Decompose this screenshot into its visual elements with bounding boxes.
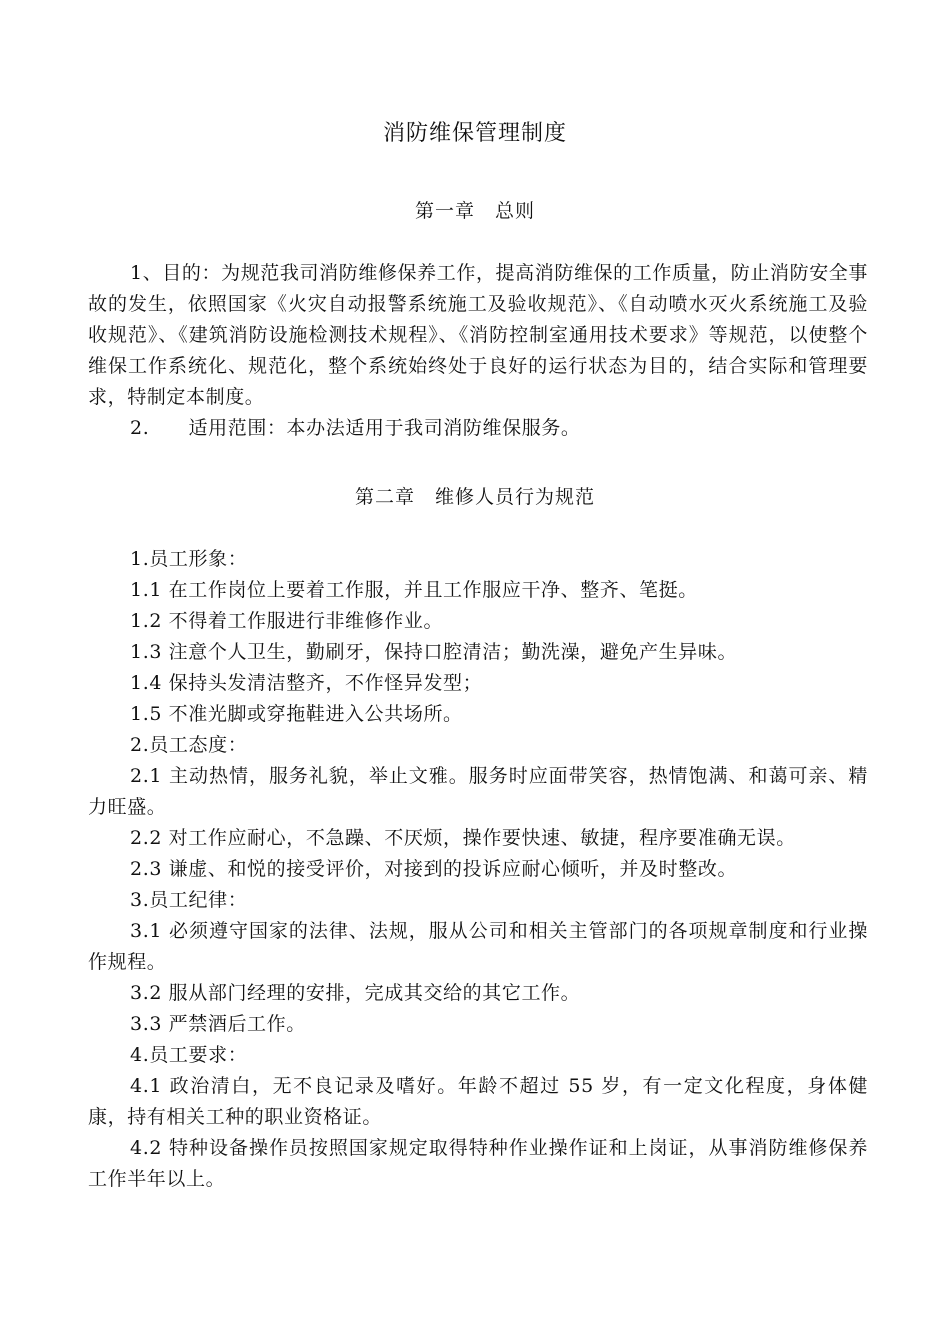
chapter-2-body: [88, 544, 868, 1195]
section-staff-image: 1.员工形象：: [130, 548, 248, 570]
chapter-1-heading: 第一章 总则: [414, 200, 535, 222]
list-item: 2.1 主动热情，服务礼貌，举止文雅。服务时应面带笑容，热情饱满、和蔼可亲、精力旺盛。: [88, 765, 868, 818]
list-item: 1.5 不准光脚或穿拖鞋进入公共场所。: [130, 703, 463, 725]
list-item: 1.3 注意个人卫生，勤刷牙，保持口腔清洁；勤洗澡，避免产生异味。: [130, 641, 738, 663]
section-staff-discipline: 3.员工纪律：: [130, 889, 248, 911]
chapter-2-heading: 第二章 维修人员行为规范: [354, 486, 595, 508]
paragraph-purpose: 1、目的：为规范我司消防维修保养工作，提高消防维保的工作质量，防止消防安全事故的发生，依照国家《火灾自动报警系统施工及验收规范》、《自动喷水灭火系统施工及验收规范》、《建筑消防设施检测技术规程》、《消防控制室通用技术要求》等规范，以使整个维保工作系统化、规范化，整个系统始终处于良好的运行状态为目的，结合实际和管理要求，特制定本制度。: [88, 262, 868, 408]
list-item: 1.2 不得着工作服进行非维修作业。: [130, 610, 444, 632]
list-item: 1.1 在工作岗位上要着工作服，并且工作服应干净、整齐、笔挺。: [130, 579, 698, 601]
list-item: 3.3 严禁酒后工作。: [130, 1013, 306, 1035]
list-item: 1.4 保持头发清洁整齐，不作怪异发型；: [130, 672, 483, 694]
section-staff-attitude: 2.员工态度：: [130, 734, 248, 756]
chapter-1-body: [88, 258, 868, 444]
list-item: 2.3 谦虚、和悦的接受评价，对接到的投诉应耐心倾听，并及时整改。: [130, 858, 738, 880]
paragraph-scope: 2. 适用范围：本办法适用于我司消防维保服务。: [130, 417, 581, 439]
section-staff-requirements: 4.员工要求：: [130, 1044, 248, 1066]
document-title: 消防维保管理制度: [382, 121, 567, 146]
list-item: 3.2 服从部门经理的安排，完成其交给的其它工作。: [130, 982, 581, 1004]
list-item: 2.2 对工作应耐心，不急躁、不厌烦，操作要快速、敏捷，程序要准确无误。: [130, 827, 796, 849]
list-item: 4.1 政治清白，无不良记录及嗜好。年龄不超过 55 岁，有一定文化程度，身体健康，持有相关工种的职业资格证。: [88, 1075, 868, 1128]
list-item: 4.2 特种设备操作员按照国家规定取得特种作业操作证和上岗证，从事消防维修保养工作半年以上。: [88, 1137, 868, 1190]
list-item: 3.1 必须遵守国家的法律、法规，服从公司和相关主管部门的各项规章制度和行业操作规程。: [88, 920, 868, 973]
